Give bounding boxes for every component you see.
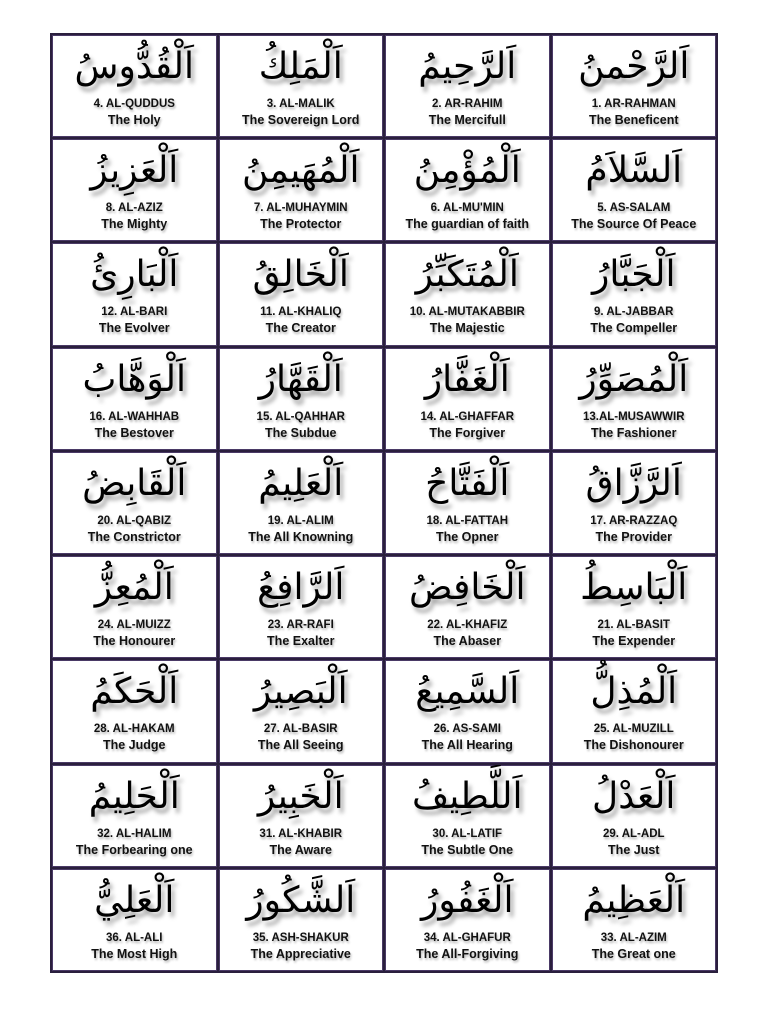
name-card [385, 139, 550, 241]
transliteration: 19. AL-ALIM [267, 514, 334, 527]
transliteration: 4. AL-QUDDUS [93, 98, 175, 110]
meaning: The All Knowning [248, 529, 354, 544]
meaning: The Abaser [433, 634, 502, 649]
name-card [552, 765, 717, 867]
transliteration: 17. AR-RAZZAQ [590, 514, 678, 527]
meaning: The Forgiver [429, 425, 506, 440]
transliteration: 9. AL-JABBAR [594, 306, 674, 319]
transliteration: 14. AL-GHAFFAR [420, 410, 514, 423]
arabic-name: اَلرَّحِيمُ [418, 46, 517, 87]
arabic-name: اَلْعَزِيزُ [90, 150, 179, 192]
name-card [385, 556, 550, 658]
name-card [219, 660, 384, 762]
name-card [52, 765, 217, 867]
meaning: The Forbearing one [75, 842, 193, 857]
arabic-name: اَلسَّلاَمُ [585, 150, 683, 192]
arabic-name: اَلْعَلِيُّ [94, 879, 175, 921]
name-card [219, 765, 384, 867]
transliteration: 20. AL-QABIZ [97, 514, 172, 527]
meaning: The Mercifull [428, 113, 506, 127]
name-card [552, 243, 717, 345]
arabic-name: اَلْقَابِضُ [82, 462, 187, 504]
meaning: The Honourer [93, 634, 176, 649]
name-card [219, 348, 384, 450]
meaning: The Constrictor [87, 529, 181, 544]
meaning: The All Hearing [421, 738, 513, 753]
arabic-name: اَللَّطِيفُ [411, 775, 523, 817]
name-card [52, 869, 217, 971]
meaning: The Holy [107, 113, 161, 127]
meaning: The Bestover [94, 425, 174, 440]
arabic-name: اَلْجَبَّارُ [592, 254, 676, 296]
arabic-name: اَلْحَلِيمُ [88, 775, 180, 817]
transliteration: 18. AL-FATTAH [426, 514, 509, 527]
transliteration: 16. AL-WAHHAB [89, 410, 180, 423]
transliteration: 1. AR-RAHMAN [591, 98, 676, 110]
meaning: The Aware [269, 842, 333, 857]
name-card [385, 452, 550, 554]
meaning: The Protector [260, 217, 342, 232]
arabic-name: اَلْبَاسِطُ [580, 567, 688, 609]
transliteration: 29. AL-ADL [602, 827, 665, 840]
name-card [52, 243, 217, 345]
arabic-name: اَلْبَصِيرُ [253, 671, 348, 713]
meaning: The Subdue [264, 425, 337, 440]
meaning: The Mighty [101, 217, 168, 232]
transliteration: 30. AL-LATIF [432, 827, 503, 840]
name-card [52, 35, 217, 137]
transliteration: 5. AS-SALAM [597, 202, 671, 215]
transliteration: 35. ASH-SHAKUR [252, 931, 349, 944]
name-card [385, 35, 550, 137]
transliteration: 25. AL-MUZILL [593, 723, 674, 736]
meaning: The guardian of faith [405, 217, 530, 232]
arabic-name: اَلرَّحْمنُ [578, 46, 690, 87]
transliteration: 8. AL-AZIZ [105, 202, 163, 215]
name-card [385, 660, 550, 762]
meaning: The Appreciative [250, 946, 351, 961]
name-card [385, 243, 550, 345]
arabic-name: اَلْمُتَكَبِّرُ [415, 254, 519, 296]
transliteration: 31. AL-KHABIR [259, 827, 343, 840]
transliteration: 3. AL-MALIK [266, 98, 335, 110]
meaning: The Fashioner [591, 425, 677, 440]
transliteration: 27. AL-BASIR [263, 723, 338, 736]
name-card [552, 452, 717, 554]
arabic-name: اَلسَّمِيعُ [415, 671, 520, 713]
transliteration: 2. AR-RAHIM [432, 98, 503, 110]
name-card [552, 35, 717, 137]
arabic-name: اَلْعَلِيمُ [258, 462, 344, 504]
arabic-name: اَلْفَتَّاحُ [425, 462, 510, 504]
name-card [385, 869, 550, 971]
meaning: The Majestic [429, 321, 505, 336]
meaning: The Evolver [98, 321, 170, 336]
name-card [219, 556, 384, 658]
meaning: The Great one [591, 946, 676, 961]
transliteration: 34. AL-GHAFUR [423, 931, 511, 944]
name-card [219, 452, 384, 554]
name-card [552, 348, 717, 450]
arabic-name: اَلْمُصَوِّرُ [579, 358, 689, 400]
meaning: The Beneficent [588, 113, 679, 127]
arabic-name: اَلْعَظِيمُ [582, 879, 686, 921]
arabic-name: اَلْحَكَمُ [90, 671, 179, 713]
meaning: The Opner [435, 529, 499, 544]
transliteration: 11. AL-KHALIQ [260, 306, 342, 319]
meaning: The Source Of Peace [571, 217, 697, 232]
transliteration: 13.AL-MUSAWWIR [582, 410, 685, 423]
arabic-name: اَلْمُهَيمِنُ [242, 150, 360, 192]
arabic-name: اَلرَّافِعُ [257, 567, 345, 609]
name-card [52, 452, 217, 554]
meaning: The Most High [91, 946, 178, 961]
transliteration: 12. AL-BARI [101, 306, 168, 319]
transliteration: 10. AL-MUTAKABBIR [409, 306, 525, 319]
name-card [52, 139, 217, 241]
arabic-name: اَلْقُدُّوسُ [74, 46, 194, 87]
transliteration: 36. AL-ALI [106, 931, 163, 944]
name-card [219, 139, 384, 241]
arabic-name: اَلْعَدْلُ [592, 775, 676, 817]
meaning: The Judge [102, 738, 166, 753]
arabic-name: اَلْمُؤْمِنُ [413, 150, 521, 192]
transliteration: 21. AL-BASIT [597, 619, 670, 632]
transliteration: 6. AL-MU'MIN [430, 202, 504, 215]
transliteration: 22. AL-KHAFIZ [427, 619, 508, 632]
name-card [552, 869, 717, 971]
name-card [52, 660, 217, 762]
meaning: The Expender [592, 634, 676, 649]
transliteration: 26. AS-SAMI [433, 723, 501, 736]
arabic-name: اَلرَّزَّاقُ [585, 462, 682, 504]
meaning: The Creator [265, 321, 336, 336]
arabic-name: اَلْبَارِئُ [90, 254, 179, 296]
meaning: The Dishonourer [583, 738, 684, 753]
transliteration: 24. AL-MUIZZ [97, 619, 171, 632]
arabic-name: اَلْوَهَّابُ [82, 358, 186, 400]
arabic-name: اَلْغَفُورُ [420, 879, 514, 921]
meaning: The Compeller [590, 321, 678, 336]
arabic-name: اَلْمُعِزُّ [94, 567, 174, 609]
arabic-name: اَلْخَبِيرُ [257, 775, 344, 817]
name-card [219, 243, 384, 345]
arabic-name: اَلْمَلِكُ [258, 46, 343, 87]
arabic-name: اَلْخَافِضُ [409, 567, 526, 609]
name-card [219, 869, 384, 971]
arabic-name: اَلشَّكُورُ [246, 879, 356, 921]
name-card [552, 556, 717, 658]
meaning: The Sovereign Lord [242, 113, 360, 127]
meaning: The Provider [595, 529, 672, 544]
arabic-name: اَلْخَالِقُ [252, 254, 349, 296]
name-card [219, 35, 384, 137]
transliteration: 15. AL-QAHHAR [256, 410, 345, 423]
arabic-name: اَلْقَهَّارُ [258, 358, 343, 400]
name-card [552, 139, 717, 241]
arabic-name: اَلْغَفَّارُ [424, 358, 510, 400]
transliteration: 23. AR-RAFI [267, 619, 334, 632]
name-card [52, 556, 217, 658]
transliteration: 32. AL-HALIM [97, 827, 172, 840]
name-card [385, 765, 550, 867]
transliteration: 28. AL-HAKAM [93, 723, 175, 736]
meaning: The Exalter [267, 634, 335, 649]
meaning: The All Seeing [257, 738, 344, 753]
transliteration: 7. AL-MUHAYMIN [253, 202, 348, 215]
name-card [52, 348, 217, 450]
name-card [385, 348, 550, 450]
arabic-name: اَلْمُذِلُّ [590, 671, 678, 713]
names-grid [50, 33, 718, 973]
transliteration: 33. AL-AZIM [600, 931, 667, 944]
name-card [552, 660, 717, 762]
meaning: The Subtle One [421, 842, 514, 857]
meaning: The Just [608, 842, 660, 857]
meaning: The All-Forgiving [416, 946, 519, 961]
